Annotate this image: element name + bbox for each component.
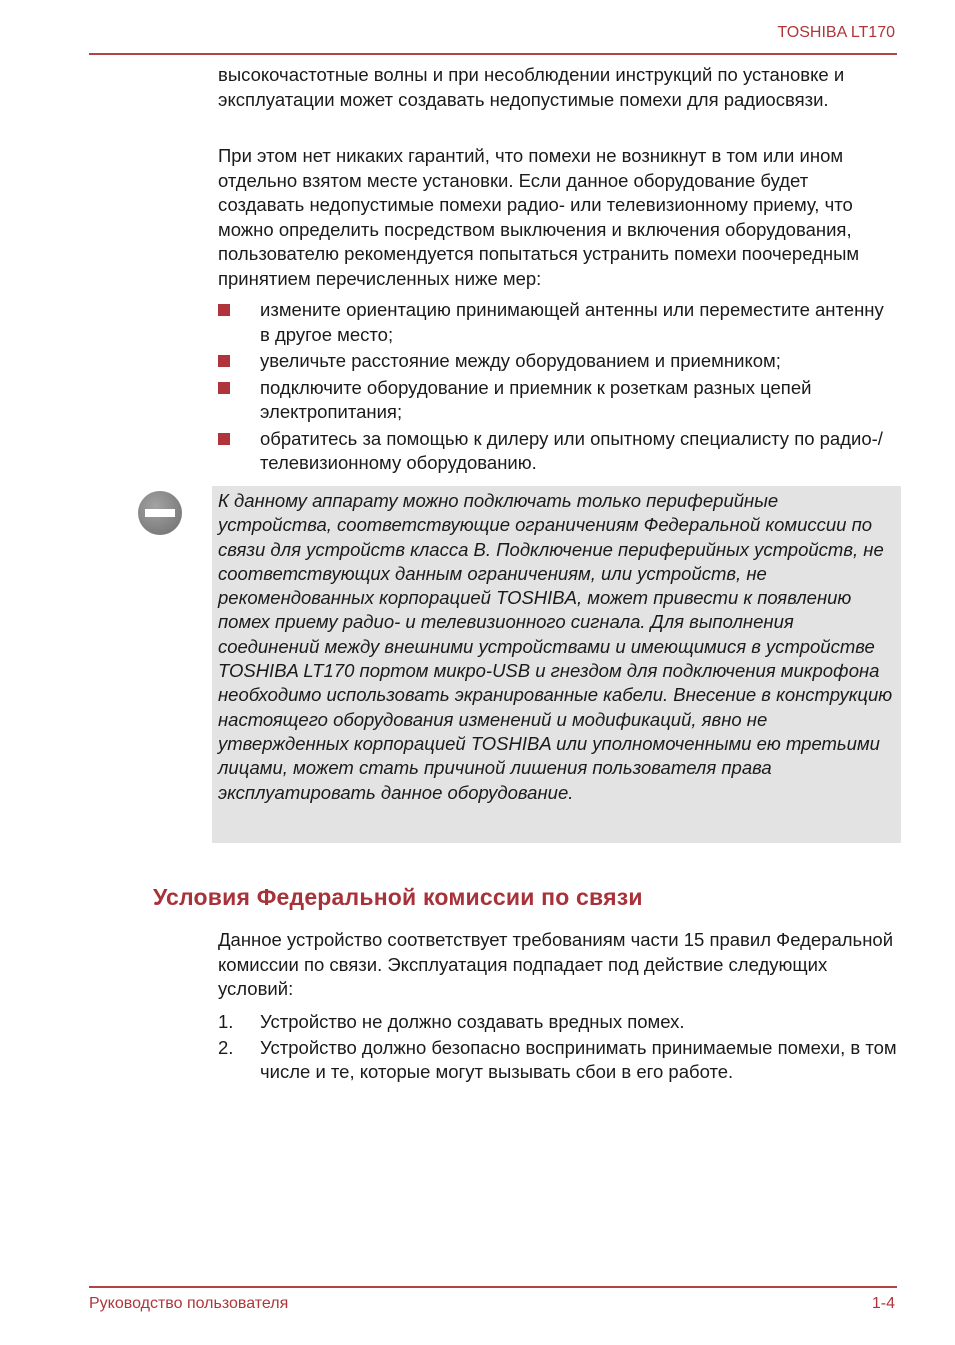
- page-number: 1-4: [871, 1295, 895, 1312]
- footer-rule: [89, 1286, 897, 1288]
- stop-icon-bar: [145, 509, 175, 517]
- list-item-text: Устройство не должно создавать вредных помех.: [260, 1011, 685, 1032]
- list-item-text: подключите оборудование и приемник к розеткам разных цепей электропитания;: [260, 376, 812, 422]
- running-header-title: TOSHIBA LT170: [777, 24, 895, 41]
- bullet-square-icon: [218, 304, 230, 316]
- section-heading: Условия Федеральной комиссии по связи: [153, 884, 643, 910]
- list-item: [218, 1036, 898, 1085]
- guarantee-paragraph: При этом нет никаких гарантий, что помехи не возникнут в том или ином отдельно взятом месте установки. Если данное оборудование будет создавать недопустимые помехи радио- или телевизионному приему, что можно определить посредством выключения и включения оборудования, пользователю рекомендуется попытаться устранить помехи поочередным принятием перечисленных ниже мер:: [218, 145, 860, 289]
- list-item: [218, 376, 898, 425]
- stop-icon: [138, 491, 182, 535]
- list-item: [218, 349, 898, 374]
- list-item: [218, 427, 898, 476]
- measures-list: [218, 298, 898, 478]
- bullet-square-icon: [218, 433, 230, 445]
- header-rule: [89, 53, 897, 55]
- list-item-number: 1.: [218, 1011, 234, 1032]
- conditions-list: [218, 1010, 898, 1086]
- bullet-square-icon: [218, 382, 230, 394]
- list-item-text: увеличьте расстояние между оборудованием и приемником;: [260, 350, 781, 371]
- note-text: К данному аппарату можно подключать только периферийные устройства, соответствующие ограничениям Федеральной комиссии по связи для устройств класса B. Подключение периферийных устройств, не соответствующих данным ограничениям, или устройств, не рекомендованных корпорацией TOSHIBA, может привести к появлению помех приему радио- и телевизионного сигнала. Для выполнения соединений между внешними устройствами и имеющимися в устройстве TOSHIBA LT170 портом микро-USB и гнездом для подключения микрофона необходимо использовать экранированные кабели. Внесение в конструкцию настоящего оборудования изменений и модификаций, явно не утвержденных корпорацией TOSHIBA или уполномоченными ею третьими лицами, может стать причиной лишения пользователя права эксплуатировать данное оборудование.: [218, 490, 893, 803]
- list-item: [218, 1010, 898, 1035]
- list-item-text: обратитесь за помощью к дилеру или опытному специалисту по радио-/телевизионному оборудованию.: [260, 427, 883, 473]
- footer-manual-title: Руководство пользователя: [89, 1295, 289, 1312]
- list-item-number: 2.: [218, 1036, 234, 1058]
- bullet-square-icon: [218, 355, 230, 367]
- list-item-text: Устройство должно безопасно воспринимать принимаемые помехи, в том числе и те, которые могут вызывать сбои в его работе.: [260, 1036, 897, 1082]
- list-item-text: измените ориентацию принимающей антенны или переместите антенну в другое место;: [260, 299, 884, 345]
- section-paragraph: Данное устройство соответствует требованиям части 15 правил Федеральной комиссии по связи. Эксплуатация подпадает под действие следующих условий:: [218, 929, 894, 999]
- list-item: [218, 298, 898, 347]
- intro-paragraph: высокочастотные волны и при несоблюдении инструкций по установке и эксплуатации может создавать недопустимые помехи для радиосвязи.: [218, 64, 845, 110]
